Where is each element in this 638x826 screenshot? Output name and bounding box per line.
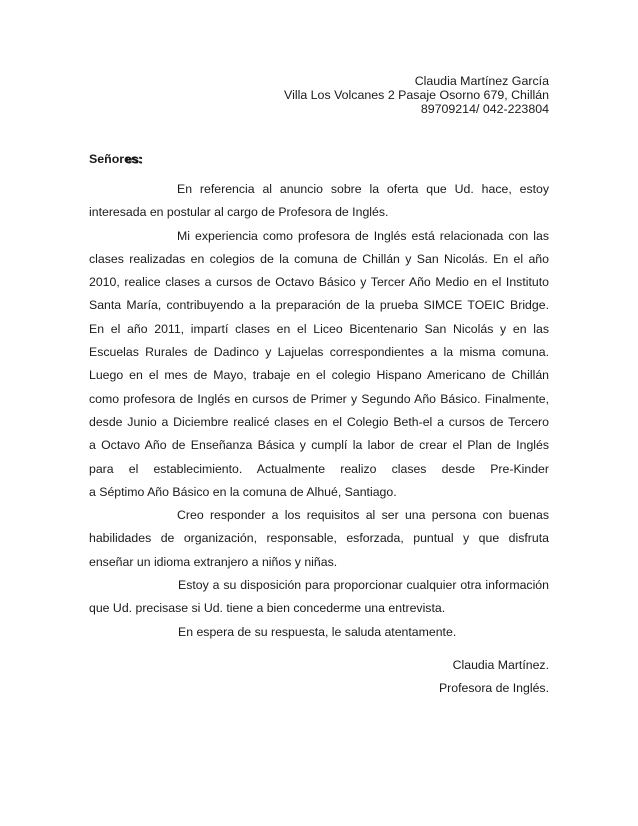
body-line: En espera de su respuesta, le saluda atentamente. bbox=[178, 624, 457, 639]
body-line: Estoy a su disposición para proporcionar cualquier otra información bbox=[178, 578, 549, 593]
salutation-main: Señor bbox=[89, 152, 125, 166]
body-line: Escuelas Rurales de Dadinco y Lajuelas correspondientes a la misma comuna. bbox=[89, 345, 549, 360]
signature-name: Claudia Martínez. bbox=[452, 658, 549, 672]
body-line: desde Junio a Diciembre realicé clases en el Colegio Beth-el a cursos de Tercero bbox=[89, 414, 549, 429]
sender-address: Villa Los Volcanes 2 Pasaje Osorno 679, Chillán bbox=[284, 88, 549, 103]
sender-name: Claudia Martínez García bbox=[414, 74, 549, 88]
sender-header bbox=[284, 74, 549, 117]
paragraph-requirements bbox=[89, 504, 549, 574]
body-line: enseñar un idioma extranjero a niños y niñas. bbox=[89, 554, 338, 569]
body-line: como profesora de Inglés en cursos de Primer y Segundo Año Básico. Finalmente, bbox=[89, 391, 549, 406]
body-line: Mi experiencia como profesora de Inglés está relacionada con las bbox=[177, 228, 549, 243]
paragraph-experience bbox=[89, 225, 549, 505]
signature-block bbox=[439, 654, 549, 701]
body-line: Luego en el mes de Mayo, trabaje en el colegio Hispano Americano de Chillán bbox=[89, 368, 549, 383]
salutation-tail: es: bbox=[124, 152, 143, 166]
paragraph-reference bbox=[89, 178, 549, 225]
sender-phone: 89709214/ 042-223804 bbox=[420, 102, 549, 117]
body-line: a Octavo Año de Enseñanza Básica y cumplí la labor de crear el Plan de Inglés bbox=[89, 438, 549, 453]
body-line: habilidades de organización, responsable, esforzada, puntual y que disfruta bbox=[89, 531, 549, 546]
body-line: clases realizadas en colegios de la comuna de Chillán y San Nicolás. En el año bbox=[89, 251, 549, 266]
body-line: 2010, realice clases a cursos de Octavo Básico y Tercer Año Medio en el Instituto bbox=[89, 275, 549, 290]
body-line: Creo responder a los requisitos al ser una persona con buenas bbox=[177, 508, 549, 523]
body-line: En el año 2011, impartí clases en el Liceo Bicentenario San Nicolás y en las bbox=[89, 321, 549, 336]
body-line: para el establecimiento. Actualmente realizo clases desde Pre-Kinder bbox=[89, 461, 549, 476]
letter-body bbox=[89, 178, 549, 644]
paragraph-availability bbox=[89, 574, 549, 621]
body-line: interesada en postular al cargo de Profesora de Inglés. bbox=[89, 205, 389, 220]
salutation bbox=[89, 152, 142, 166]
signature-title: Profesora de Inglés. bbox=[438, 681, 549, 696]
paragraph-closing bbox=[89, 621, 549, 644]
body-line: que Ud. precisase si Ud. tiene a bien concederme una entrevista. bbox=[89, 601, 446, 616]
body-line: a Séptimo Año Básico en la comuna de Alhué, Santiago. bbox=[89, 484, 397, 499]
body-line: En referencia al anuncio sobre la oferta que Ud. hace, estoy bbox=[177, 182, 549, 196]
body-line: Santa María, contribuyendo a la preparación de la prueba SIMCE TOEIC Bridge. bbox=[89, 298, 549, 313]
